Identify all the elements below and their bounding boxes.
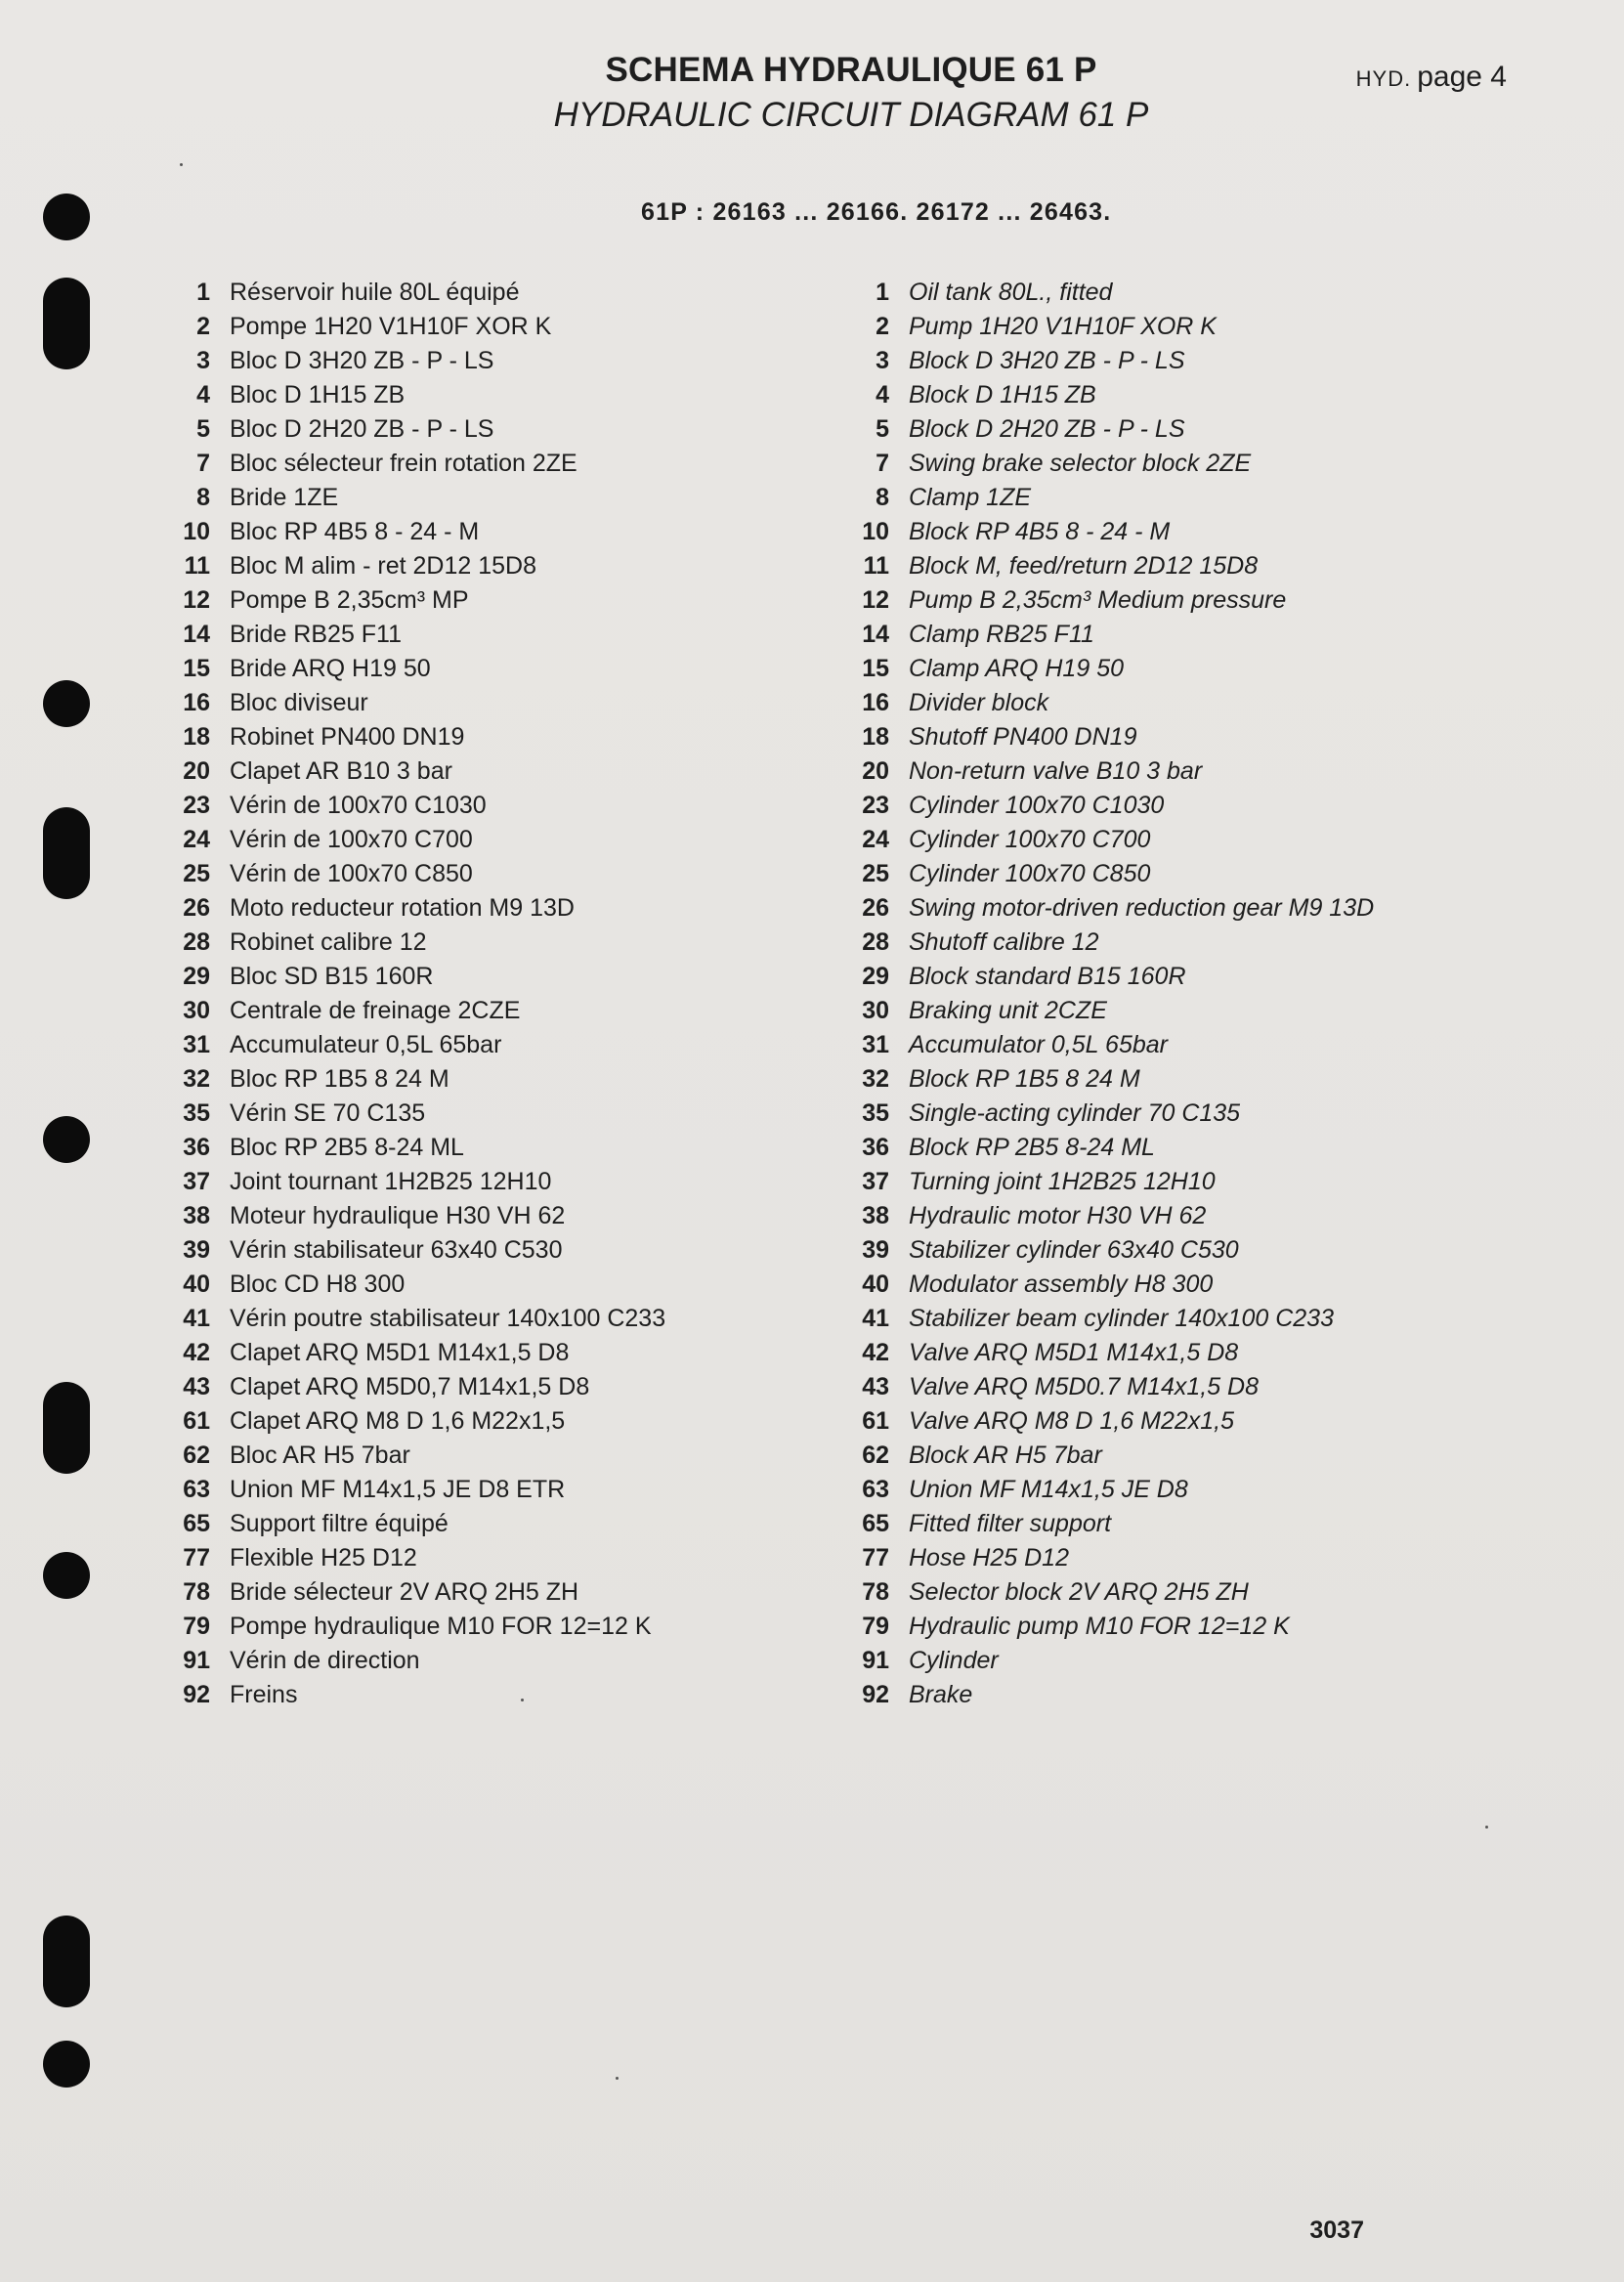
item-number: 92 [183, 1681, 210, 1708]
item-description: Shutoff PN400 DN19 [909, 723, 1137, 751]
item-number: 1 [196, 279, 210, 306]
item-number: 79 [183, 1613, 210, 1640]
list-item [840, 754, 1374, 789]
item-description: Centrale de freinage 2CZE [230, 997, 521, 1024]
item-number: 14 [183, 621, 210, 648]
item-number: 4 [876, 381, 889, 409]
list-item [161, 1370, 665, 1404]
page-label: page 4 [1417, 61, 1507, 93]
item-description: Hydraulic motor H30 VH 62 [909, 1202, 1207, 1229]
item-number: 28 [862, 928, 889, 956]
item-number: 65 [862, 1510, 889, 1537]
item-description: Vérin de direction [230, 1647, 420, 1674]
item-description: Vérin de 100x70 C1030 [230, 792, 487, 819]
list-item [161, 1439, 665, 1473]
list-item [840, 276, 1374, 310]
list-item [840, 926, 1374, 960]
binder-hole [43, 1116, 90, 1163]
binder-slot [43, 807, 90, 899]
item-number: 62 [862, 1442, 889, 1469]
item-number: 15 [862, 655, 889, 682]
item-number: 11 [863, 552, 889, 580]
item-number: 77 [183, 1544, 210, 1572]
item-description: Joint tournant 1H2B25 12H10 [230, 1168, 552, 1195]
list-item [840, 1233, 1374, 1268]
item-description: Brake [909, 1681, 973, 1708]
list-item [840, 1062, 1374, 1097]
item-number: 20 [862, 757, 889, 785]
parts-list-english [840, 276, 1374, 1712]
list-item [840, 1268, 1374, 1302]
item-number: 24 [862, 826, 889, 853]
page-reference [1356, 61, 1507, 94]
item-description: Vérin de 100x70 C850 [230, 860, 473, 887]
binder-hole [43, 194, 90, 240]
item-description: Block D 1H15 ZB [909, 381, 1096, 409]
list-item [161, 481, 665, 515]
list-item [161, 720, 665, 754]
item-number: 12 [183, 586, 210, 614]
item-description: Bloc D 3H20 ZB - P - LS [230, 347, 494, 374]
item-number: 5 [876, 415, 889, 443]
list-item [840, 1199, 1374, 1233]
item-description: Bloc RP 1B5 8 24 M [230, 1065, 449, 1093]
item-description: Clapet ARQ M5D1 M14x1,5 D8 [230, 1339, 570, 1366]
item-number: 35 [862, 1099, 889, 1127]
list-item [840, 1028, 1374, 1062]
item-number: 29 [183, 963, 210, 990]
list-item [161, 378, 665, 412]
item-number: 42 [862, 1339, 889, 1366]
item-number: 11 [184, 552, 210, 580]
list-item [840, 618, 1374, 652]
item-description: Block RP 1B5 8 24 M [909, 1065, 1140, 1093]
item-description: Bloc SD B15 160R [230, 963, 434, 990]
list-item [840, 1165, 1374, 1199]
item-number: 5 [196, 415, 210, 443]
list-item [161, 515, 665, 549]
list-item [161, 1336, 665, 1370]
list-item [840, 960, 1374, 994]
item-number: 14 [862, 621, 889, 648]
item-number: 8 [876, 484, 889, 511]
item-description: Union MF M14x1,5 JE D8 ETR [230, 1476, 566, 1503]
item-description: Vérin poutre stabilisateur 140x100 C233 [230, 1305, 666, 1332]
paper-speck [616, 2077, 619, 2080]
item-number: 62 [183, 1442, 210, 1469]
list-item [840, 447, 1374, 481]
item-number: 26 [183, 894, 210, 922]
item-description: Cylinder 100x70 C1030 [909, 792, 1165, 819]
list-item [161, 276, 665, 310]
list-item [161, 1165, 665, 1199]
item-number: 63 [862, 1476, 889, 1503]
item-number: 37 [183, 1168, 210, 1195]
item-description: Vérin SE 70 C135 [230, 1099, 426, 1127]
item-description: Swing motor-driven reduction gear M9 13D [909, 894, 1375, 922]
item-description: Block AR H5 7bar [909, 1442, 1102, 1469]
list-item [840, 481, 1374, 515]
item-number: 61 [862, 1407, 889, 1435]
item-number: 10 [183, 518, 210, 545]
item-number: 41 [862, 1305, 889, 1332]
item-number: 78 [183, 1578, 210, 1606]
list-item [161, 1541, 665, 1575]
item-number: 28 [183, 928, 210, 956]
item-description: Vérin de 100x70 C700 [230, 826, 473, 853]
list-item [161, 1028, 665, 1062]
list-item [840, 412, 1374, 447]
item-description: Clamp 1ZE [909, 484, 1032, 511]
item-number: 24 [183, 826, 210, 853]
list-item [840, 1302, 1374, 1336]
item-description: Union MF M14x1,5 JE D8 [909, 1476, 1188, 1503]
list-item [840, 789, 1374, 823]
list-item [161, 1473, 665, 1507]
parts-list-french [161, 276, 665, 1712]
paper-speck [180, 163, 183, 166]
list-item [840, 720, 1374, 754]
list-item [161, 1233, 665, 1268]
item-description: Swing brake selector block 2ZE [909, 450, 1252, 477]
item-number: 40 [862, 1270, 889, 1298]
item-number: 8 [196, 484, 210, 511]
item-number: 30 [862, 997, 889, 1024]
item-description: Clamp ARQ H19 50 [909, 655, 1124, 682]
item-number: 32 [183, 1065, 210, 1093]
list-item [840, 994, 1374, 1028]
list-item [840, 1678, 1374, 1712]
list-item [161, 344, 665, 378]
item-description: Bride sélecteur 2V ARQ 2H5 ZH [230, 1578, 579, 1606]
page-prefix: HYD. [1355, 66, 1412, 91]
item-description: Selector block 2V ARQ 2H5 ZH [909, 1578, 1249, 1606]
item-number: 43 [862, 1373, 889, 1400]
list-item [161, 1131, 665, 1165]
item-description: Bloc sélecteur frein rotation 2ZE [230, 450, 577, 477]
list-item [840, 344, 1374, 378]
item-description: Fitted filter support [909, 1510, 1112, 1537]
item-description: Bloc M alim - ret 2D12 15D8 [230, 552, 537, 580]
item-number: 38 [183, 1202, 210, 1229]
list-item [161, 447, 665, 481]
item-description: Cylinder [909, 1647, 999, 1674]
item-number: 78 [862, 1578, 889, 1606]
item-description: Single-acting cylinder 70 C135 [909, 1099, 1241, 1127]
item-number: 25 [862, 860, 889, 887]
list-item [161, 618, 665, 652]
list-item [161, 994, 665, 1028]
list-item [161, 686, 665, 720]
item-number: 91 [862, 1647, 889, 1674]
item-description: Block D 2H20 ZB - P - LS [909, 415, 1185, 443]
item-number: 18 [862, 723, 889, 751]
list-item [161, 1644, 665, 1678]
list-item [161, 310, 665, 344]
item-number: 41 [183, 1305, 210, 1332]
list-item [161, 412, 665, 447]
item-description: Bloc D 1H15 ZB [230, 381, 406, 409]
item-description: Clapet ARQ M5D0,7 M14x1,5 D8 [230, 1373, 590, 1400]
binder-hole [43, 680, 90, 727]
item-number: 18 [183, 723, 210, 751]
item-description: Robinet PN400 DN19 [230, 723, 465, 751]
item-number: 7 [876, 450, 889, 477]
item-description: Bride RB25 F11 [230, 621, 403, 648]
item-description: Shutoff calibre 12 [909, 928, 1099, 956]
item-number: 12 [862, 586, 889, 614]
list-item [840, 1097, 1374, 1131]
item-description: Cylinder 100x70 C850 [909, 860, 1151, 887]
list-item [161, 1199, 665, 1233]
list-item [840, 1439, 1374, 1473]
item-number: 30 [183, 997, 210, 1024]
list-item [840, 891, 1374, 926]
list-item [840, 1575, 1374, 1610]
item-description: Stabilizer cylinder 63x40 C530 [909, 1236, 1239, 1264]
item-number: 32 [862, 1065, 889, 1093]
item-number: 65 [183, 1510, 210, 1537]
item-number: 16 [862, 689, 889, 716]
item-description: Bride ARQ H19 50 [230, 655, 431, 682]
item-description: Oil tank 80L., fitted [909, 279, 1113, 306]
item-number: 16 [183, 689, 210, 716]
list-item [840, 1644, 1374, 1678]
item-number: 1 [876, 279, 889, 306]
list-item [840, 310, 1374, 344]
item-number: 43 [183, 1373, 210, 1400]
list-item [161, 652, 665, 686]
item-number: 77 [862, 1544, 889, 1572]
binder-slot [43, 1382, 90, 1474]
list-item [840, 378, 1374, 412]
document-number: 3037 [1309, 2217, 1364, 2244]
item-description: Block standard B15 160R [909, 963, 1186, 990]
list-item [840, 1370, 1374, 1404]
binder-hole [43, 2041, 90, 2088]
item-description: Bloc RP 2B5 8-24 ML [230, 1134, 464, 1161]
item-description: Hydraulic pump M10 FOR 12=12 K [909, 1613, 1290, 1640]
item-number: 79 [862, 1613, 889, 1640]
item-description: Valve ARQ M5D1 M14x1,5 D8 [909, 1339, 1239, 1366]
item-description: Clapet AR B10 3 bar [230, 757, 452, 785]
binder-slot [43, 1916, 90, 2007]
serial-range: 61P : 26163 ... 26166. 26172 ... 26463. [641, 198, 1112, 226]
item-number: 38 [862, 1202, 889, 1229]
list-item [161, 891, 665, 926]
list-item [161, 1507, 665, 1541]
item-number: 20 [183, 757, 210, 785]
item-description: Clapet ARQ M8 D 1,6 M22x1,5 [230, 1407, 566, 1435]
item-description: Divider block [909, 689, 1049, 716]
list-item [161, 857, 665, 891]
item-description: Réservoir huile 80L équipé [230, 279, 520, 306]
item-description: Modulator assembly H8 300 [909, 1270, 1214, 1298]
list-item [840, 857, 1374, 891]
list-item [161, 789, 665, 823]
list-item [840, 1610, 1374, 1644]
item-number: 23 [183, 792, 210, 819]
item-number: 23 [862, 792, 889, 819]
item-number: 36 [862, 1134, 889, 1161]
list-item [161, 549, 665, 583]
item-number: 15 [183, 655, 210, 682]
item-description: Bride 1ZE [230, 484, 339, 511]
item-number: 40 [183, 1270, 210, 1298]
list-item [840, 1404, 1374, 1439]
title-english: HYDRAULIC CIRCUIT DIAGRAM 61 P [553, 96, 1149, 134]
list-item [161, 1678, 665, 1712]
list-item [161, 1097, 665, 1131]
list-item [840, 1473, 1374, 1507]
item-number: 35 [183, 1099, 210, 1127]
item-description: Freins [230, 1681, 298, 1708]
list-item [161, 754, 665, 789]
item-description: Accumulateur 0,5L 65bar [230, 1031, 502, 1058]
item-number: 63 [183, 1476, 210, 1503]
item-description: Hose H25 D12 [909, 1544, 1069, 1572]
item-description: Non-return valve B10 3 bar [909, 757, 1203, 785]
item-description: Bloc AR H5 7bar [230, 1442, 410, 1469]
item-number: 37 [862, 1168, 889, 1195]
item-description: Pompe 1H20 V1H10F XOR K [230, 313, 552, 340]
item-number: 36 [183, 1134, 210, 1161]
item-description: Turning joint 1H2B25 12H10 [909, 1168, 1216, 1195]
item-description: Support filtre équipé [230, 1510, 449, 1537]
item-number: 25 [183, 860, 210, 887]
list-item [161, 1268, 665, 1302]
binder-slot [43, 278, 90, 369]
paper-speck [1485, 1826, 1488, 1829]
item-description: Accumulator 0,5L 65bar [909, 1031, 1168, 1058]
item-number: 31 [862, 1031, 889, 1058]
item-number: 42 [183, 1339, 210, 1366]
list-item [161, 926, 665, 960]
list-item [840, 1336, 1374, 1370]
item-description: Bloc D 2H20 ZB - P - LS [230, 415, 494, 443]
item-description: Block RP 4B5 8 - 24 - M [909, 518, 1171, 545]
item-description: Moteur hydraulique H30 VH 62 [230, 1202, 566, 1229]
list-item [161, 1610, 665, 1644]
paper-speck [521, 1699, 524, 1701]
item-description: Pompe B 2,35cm³ MP [230, 586, 469, 614]
item-number: 3 [196, 347, 210, 374]
item-description: Bloc RP 4B5 8 - 24 - M [230, 518, 480, 545]
item-description: Moto reducteur rotation M9 13D [230, 894, 575, 922]
item-number: 61 [183, 1407, 210, 1435]
item-description: Clamp RB25 F11 [909, 621, 1094, 648]
title-french: SCHEMA HYDRAULIQUE 61 P [605, 51, 1097, 89]
item-description: Cylinder 100x70 C700 [909, 826, 1151, 853]
item-number: 31 [183, 1031, 210, 1058]
item-description: Valve ARQ M8 D 1,6 M22x1,5 [909, 1407, 1235, 1435]
item-number: 10 [862, 518, 889, 545]
item-description: Pompe hydraulique M10 FOR 12=12 K [230, 1613, 652, 1640]
item-description: Bloc diviseur [230, 689, 368, 716]
item-number: 2 [196, 313, 210, 340]
item-description: Braking unit 2CZE [909, 997, 1107, 1024]
list-item [840, 1507, 1374, 1541]
item-description: Block M, feed/return 2D12 15D8 [909, 552, 1259, 580]
list-item [161, 1062, 665, 1097]
list-item [840, 823, 1374, 857]
item-description: Flexible H25 D12 [230, 1544, 417, 1572]
item-number: 7 [196, 450, 210, 477]
list-item [840, 515, 1374, 549]
item-description: Valve ARQ M5D0.7 M14x1,5 D8 [909, 1373, 1260, 1400]
list-item [840, 1541, 1374, 1575]
item-number: 26 [862, 894, 889, 922]
list-item [840, 549, 1374, 583]
item-description: Pump 1H20 V1H10F XOR K [909, 313, 1217, 340]
list-item [161, 823, 665, 857]
list-item [840, 686, 1374, 720]
item-number: 4 [196, 381, 210, 409]
list-item [840, 583, 1374, 618]
item-description: Bloc CD H8 300 [230, 1270, 406, 1298]
item-description: Block D 3H20 ZB - P - LS [909, 347, 1185, 374]
item-description: Block RP 2B5 8-24 ML [909, 1134, 1155, 1161]
item-number: 29 [862, 963, 889, 990]
item-number: 91 [183, 1647, 210, 1674]
item-number: 2 [876, 313, 889, 340]
list-item [161, 583, 665, 618]
list-item [840, 652, 1374, 686]
list-item [161, 1575, 665, 1610]
item-number: 92 [862, 1681, 889, 1708]
list-item [161, 1302, 665, 1336]
list-item [161, 960, 665, 994]
list-item [840, 1131, 1374, 1165]
list-item [161, 1404, 665, 1439]
binder-hole [43, 1552, 90, 1599]
item-number: 39 [862, 1236, 889, 1264]
item-number: 39 [183, 1236, 210, 1264]
item-description: Vérin stabilisateur 63x40 C530 [230, 1236, 563, 1264]
item-description: Pump B 2,35cm³ Medium pressure [909, 586, 1287, 614]
item-number: 3 [876, 347, 889, 374]
item-description: Robinet calibre 12 [230, 928, 427, 956]
item-description: Stabilizer beam cylinder 140x100 C233 [909, 1305, 1334, 1332]
